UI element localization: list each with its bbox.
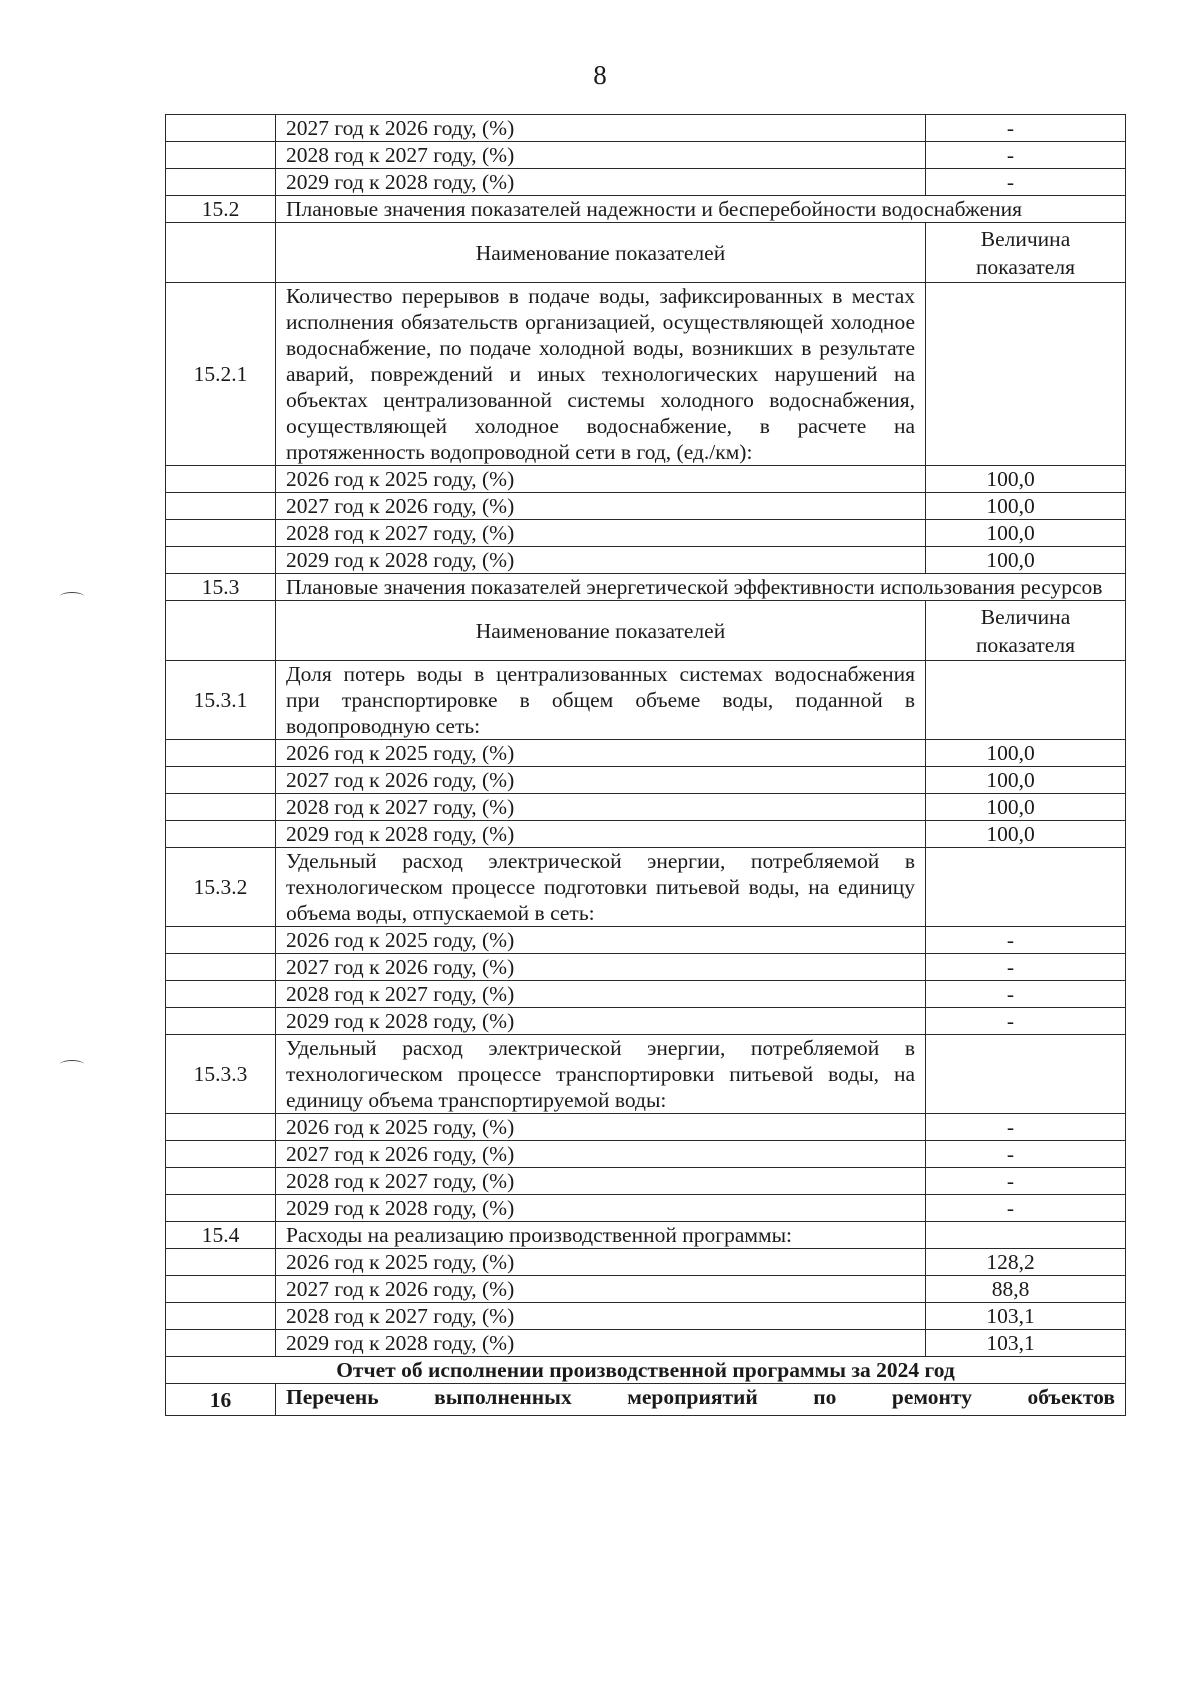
row-value: - [926, 954, 1126, 981]
indicator-number: 15.3.3 [166, 1035, 276, 1114]
indicator-text: Количество перерывов в подаче воды, зафиксированных в местах исполнения обязательств организацией, осуществляющей холодное водоснабжение, по подаче холодной воды, возникших в результате аварий, повреждений и иных технологических нарушений на объектах централизованной системы холодного водоснабжения, осуществляющей холодное водоснабжение, в расчете на протяженность водопроводной сети в год, (ед./км): [276, 283, 926, 466]
table-row [166, 466, 1126, 493]
table-row [166, 1249, 1126, 1276]
section-row [166, 574, 1126, 601]
table-row [166, 821, 1126, 848]
table-row [166, 927, 1126, 954]
row-value: 100,0 [926, 767, 1126, 794]
margin-mark [60, 592, 84, 601]
indicator-text: Удельный расход электрической энергии, потребляемой в технологическом процессе транспортировки питьевой воды, на единицу объема транспортируемой воды: [276, 1035, 926, 1114]
indicator-text: Расходы на реализацию производственной программы: [276, 1222, 926, 1249]
row-label: 2027 год к 2026 году, (%) [276, 1276, 926, 1303]
indicator-row [166, 848, 1126, 927]
row-value: - [926, 1168, 1126, 1195]
margin-mark [60, 1060, 84, 1069]
row-label: 2029 год к 2028 году, (%) [276, 1195, 926, 1222]
section-row [166, 1384, 1126, 1416]
table-row [166, 1168, 1126, 1195]
indicator-text: Удельный расход электрической энергии, потребляемой в технологическом процессе подготовки питьевой воды, на единицу объема воды, отпускаемой в сеть: [276, 848, 926, 927]
row-label: 2029 год к 2028 году, (%) [276, 1008, 926, 1035]
row-value: 100,0 [926, 821, 1126, 848]
row-value: - [926, 142, 1126, 169]
indicator-number: 15.3.2 [166, 848, 276, 927]
section-row [166, 196, 1126, 223]
indicator-row [166, 1222, 1126, 1249]
table-row [166, 1276, 1126, 1303]
row-value: - [926, 1008, 1126, 1035]
row-label: 2026 год к 2025 году, (%) [276, 1249, 926, 1276]
row-value: - [926, 1195, 1126, 1222]
row-value: 100,0 [926, 520, 1126, 547]
row-label: 2026 год к 2025 году, (%) [276, 740, 926, 767]
row-label: 2028 год к 2027 году, (%) [276, 142, 926, 169]
table-row [166, 142, 1126, 169]
row-value: 88,8 [926, 1276, 1126, 1303]
row-label: 2029 год к 2028 году, (%) [276, 821, 926, 848]
header-name: Наименование показателей [276, 601, 926, 661]
row-label: 2026 год к 2025 году, (%) [276, 466, 926, 493]
row-value: 100,0 [926, 466, 1126, 493]
row-label: 2029 год к 2028 году, (%) [276, 547, 926, 574]
table-row [166, 1195, 1126, 1222]
table-row [166, 981, 1126, 1008]
row-label: 2027 год к 2026 году, (%) [276, 115, 926, 142]
table-row [166, 1141, 1126, 1168]
table-row [166, 954, 1126, 981]
table-row [166, 1114, 1126, 1141]
indicators-table [165, 114, 1126, 1416]
row-value: 103,1 [926, 1303, 1126, 1330]
row-value: 128,2 [926, 1249, 1126, 1276]
row-label: 2028 год к 2027 году, (%) [276, 981, 926, 1008]
section-title: Плановые значения показателей надежности и бесперебойности водоснабжения [276, 196, 1126, 223]
section-number: 16 [166, 1384, 276, 1416]
header-row [166, 601, 1126, 661]
row-value: - [926, 115, 1126, 142]
report-title: Отчет об исполнении производственной программы за 2024 год [166, 1357, 1126, 1384]
row-value: 100,0 [926, 740, 1126, 767]
row-value: - [926, 927, 1126, 954]
table-row [166, 547, 1126, 574]
section-title: Плановые значения показателей энергетической эффективности использования ресурсов [276, 574, 1126, 601]
section-number: 15.3 [166, 574, 276, 601]
indicator-number: 15.2.1 [166, 283, 276, 466]
row-label: 2028 год к 2027 году, (%) [276, 794, 926, 821]
row-value: - [926, 1114, 1126, 1141]
row-label: 2027 год к 2026 году, (%) [276, 1141, 926, 1168]
table-row [166, 169, 1126, 196]
table-row [166, 1008, 1126, 1035]
header-value: Величина показателя [926, 601, 1126, 661]
indicator-number: 15.3.1 [166, 661, 276, 740]
row-label: 2027 год к 2026 году, (%) [276, 493, 926, 520]
table-row [166, 794, 1126, 821]
indicator-text: Доля потерь воды в централизованных системах водоснабжения при транспортировке в общем объеме воды, поданной в водопроводную сеть: [276, 661, 926, 740]
table-row [166, 740, 1126, 767]
row-label: 2026 год к 2025 году, (%) [276, 927, 926, 954]
row-label: 2027 год к 2026 году, (%) [276, 954, 926, 981]
indicator-row [166, 283, 1126, 466]
row-value: 100,0 [926, 547, 1126, 574]
row-value: 103,1 [926, 1330, 1126, 1357]
row-value: 100,0 [926, 794, 1126, 821]
header-value: Величина показателя [926, 223, 1126, 283]
row-label: 2029 год к 2028 году, (%) [276, 1330, 926, 1357]
row-label: 2026 год к 2025 году, (%) [276, 1114, 926, 1141]
section-number: 15.2 [166, 196, 276, 223]
table-row [166, 493, 1126, 520]
row-value: - [926, 169, 1126, 196]
indicator-row [166, 1035, 1126, 1114]
table-row [166, 1330, 1126, 1357]
row-value: 100,0 [926, 493, 1126, 520]
table-row [166, 1303, 1126, 1330]
header-name: Наименование показателей [276, 223, 926, 283]
table-row [166, 115, 1126, 142]
table-row [166, 520, 1126, 547]
row-label: 2028 год к 2027 году, (%) [276, 520, 926, 547]
row-value: - [926, 1141, 1126, 1168]
row-label: 2028 год к 2027 году, (%) [276, 1303, 926, 1330]
table-row [166, 767, 1126, 794]
row-label: 2029 год к 2028 году, (%) [276, 169, 926, 196]
page-number: 8 [593, 60, 607, 90]
row-label: 2027 год к 2026 году, (%) [276, 767, 926, 794]
report-title-row [166, 1357, 1126, 1384]
indicator-number: 15.4 [166, 1222, 276, 1249]
row-label: 2028 год к 2027 году, (%) [276, 1168, 926, 1195]
section-title: Перечень выполненных мероприятий по ремонту объектов [276, 1384, 1126, 1416]
row-value: - [926, 981, 1126, 1008]
header-row [166, 223, 1126, 283]
indicator-row [166, 661, 1126, 740]
